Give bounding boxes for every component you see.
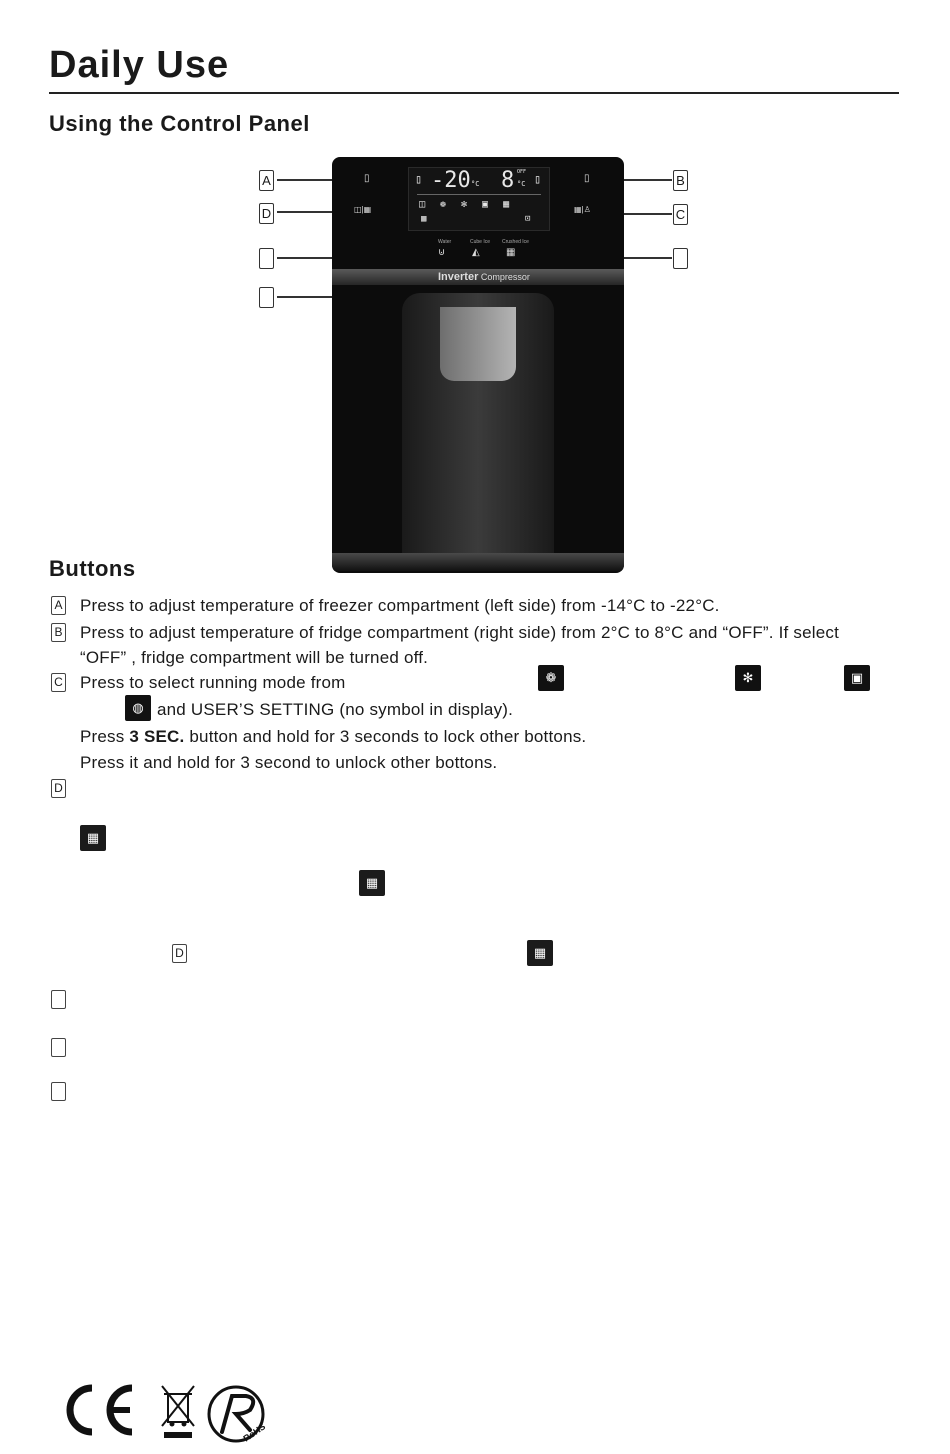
item-b-marker: B xyxy=(51,623,66,642)
cube-ice-icon: ◭ xyxy=(472,247,480,258)
dispenser-lever xyxy=(440,307,516,381)
item-c-text-2: and USER’S SETTING (no symbol in display). xyxy=(157,700,514,719)
lcd-lock-icon: ⊡ xyxy=(525,214,531,224)
callout-c: C xyxy=(673,204,688,225)
item-a-marker: A xyxy=(51,596,66,615)
weee-bin-icon xyxy=(158,1382,198,1447)
buttons-title: Buttons xyxy=(49,556,136,581)
item-blank-marker-1 xyxy=(51,990,66,1009)
holiday-icon: ▣ xyxy=(844,665,870,691)
freezer-button-icon: ▯ xyxy=(364,173,370,184)
section-title: Using the Control Panel xyxy=(49,111,310,136)
callout-d: D xyxy=(259,203,274,224)
title-divider xyxy=(49,92,899,94)
water-filter-icon: ▦ xyxy=(359,870,385,896)
brand-sub: Compressor xyxy=(480,272,530,282)
callout-b: B xyxy=(673,170,688,191)
svg-text:RoHS: RoHS xyxy=(241,1421,268,1444)
fridge-panel: ▯ ◫|▦ ▯ ▦|♙ ▯ -20 °C 8 OFF °C ▯ ◫❁✻▣▦ ▦ ⊡ Water Cube Ice Crushed Ice ⊍ ◭ ▦ Inverter Compressor xyxy=(332,157,624,573)
lcd-filter-icon: ▦ xyxy=(421,214,427,224)
eco-icon: ◍ xyxy=(125,695,151,721)
page-title: Daily Use xyxy=(49,44,230,86)
brand-name: Inverter xyxy=(438,271,479,283)
lcd-mode-icons: ◫❁✻▣▦ xyxy=(419,199,525,210)
crushed-ice-icon: ▦ xyxy=(506,247,516,258)
item-blank-marker-2 xyxy=(51,1038,66,1057)
item-c-marker: C xyxy=(51,673,66,692)
water-filter-icon: ▦ xyxy=(80,825,106,851)
item-b-text-1: Press to adjust temperature of fridge compartment (right side) from 2°C to 8°C and “OFF”. If select xyxy=(80,623,840,642)
lock-button-icon: ◫|▦ xyxy=(354,205,372,214)
callout-blank-2 xyxy=(259,287,274,308)
callout-blank-1 xyxy=(259,248,274,269)
fan-mode-icon: ❁ xyxy=(538,665,564,691)
item-c-text-1: Press to select running mode from xyxy=(80,673,346,692)
item-blank-marker-3 xyxy=(51,1082,66,1101)
rohs-logo xyxy=(206,1384,270,1449)
drip-tray xyxy=(332,553,624,571)
callout-blank-3 xyxy=(673,248,688,269)
lcd-display: ▯ -20 °C 8 OFF °C ▯ ◫❁✻▣▦ ▦ ⊡ xyxy=(408,167,550,231)
callout-a: A xyxy=(259,170,274,191)
lock-instruction: Press 3 SEC. button and hold for 3 seconds to lock other bottons. xyxy=(80,727,587,746)
unlock-instruction: Press it and hold for 3 second to unlock other bottons. xyxy=(80,753,498,772)
water-icon: ⊍ xyxy=(438,247,446,258)
off-indicator: OFF xyxy=(517,169,527,175)
water-filter-icon: ▦ xyxy=(527,940,553,966)
item-b-text-2: “OFF” , fridge compartment will be turned off. xyxy=(80,648,429,667)
fridge-button-icon: ▯ xyxy=(584,173,590,184)
freezer-temperature: -20 xyxy=(431,168,471,193)
mode-button-icon: ▦|♙ xyxy=(574,205,591,214)
item-d-marker: D xyxy=(51,779,66,798)
item-d-inline-marker: D xyxy=(172,944,187,963)
fridge-temperature: 8 xyxy=(501,168,515,193)
ce-mark-logo xyxy=(60,1380,140,1454)
snowflake-icon: ✻ xyxy=(735,665,761,691)
item-a-text: Press to adjust temperature of freezer compartment (left side) from -14°C to -22°C. xyxy=(80,596,720,615)
